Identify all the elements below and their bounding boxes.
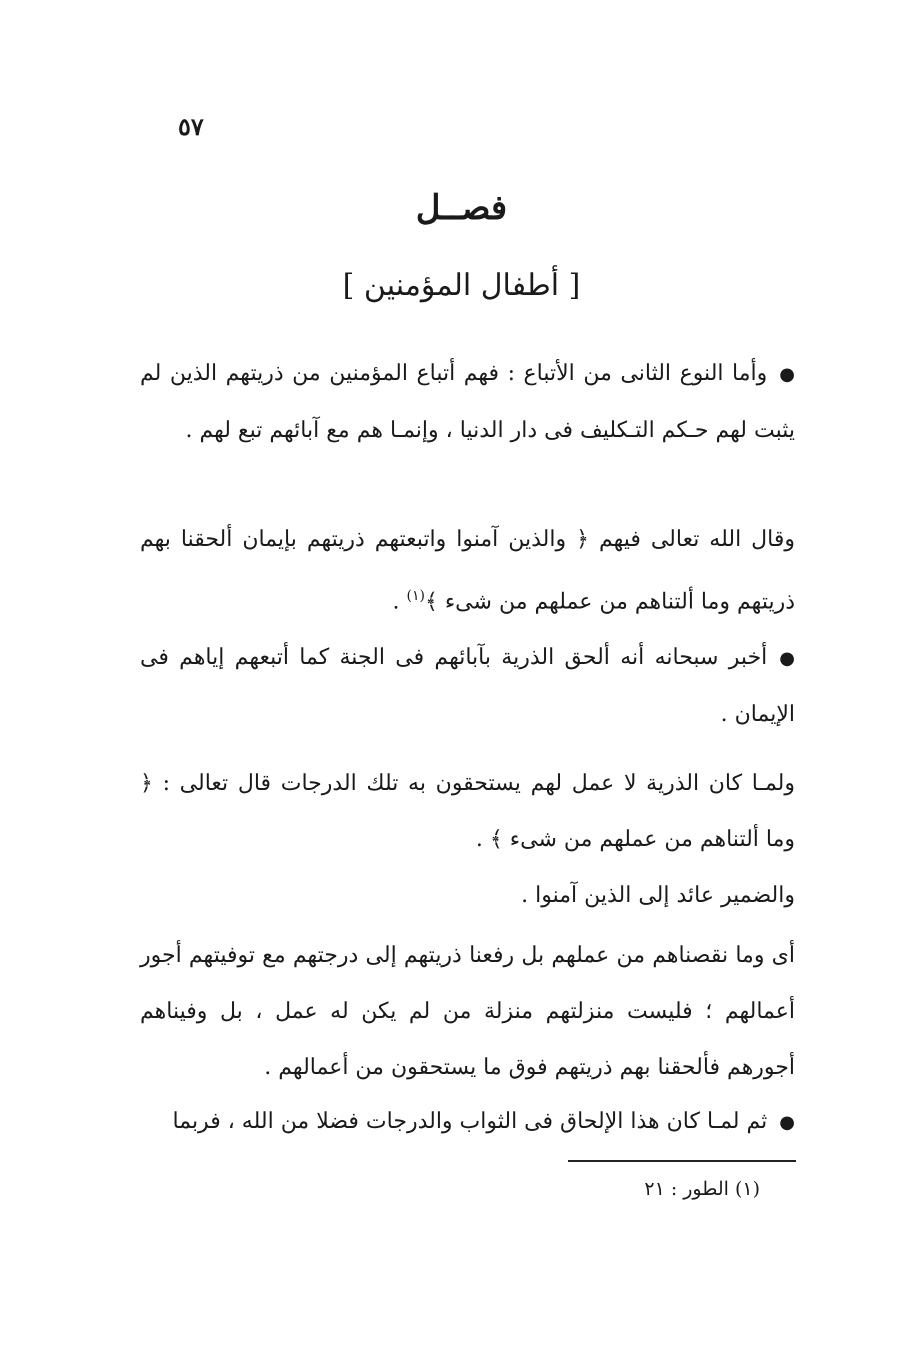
paragraph-5 bbox=[140, 868, 795, 924]
paragraph-1 bbox=[140, 346, 795, 459]
paragraph-text: وأما النوع الثانى من الأتباع : فهم أتباع المؤمنين من ذريتهم الذين لم يثبت لهم حـكم التـكليف فى دار الدنيا ، وإنمـا هم مع آبائهم تبع لهم . bbox=[140, 361, 795, 443]
section-subtitle: [ أطفال المؤمنين ] bbox=[342, 268, 581, 303]
footnote-divider bbox=[568, 1160, 796, 1162]
paragraph-6 bbox=[140, 928, 795, 1096]
paragraph-text: والضمير عائد إلى الذين آمنوا . bbox=[521, 883, 795, 908]
chapter-title: فصــل bbox=[415, 188, 508, 228]
footnote: (١) الطور : ٢١ bbox=[644, 1178, 760, 1200]
paragraph-text: ولمـا كان الذرية لا عمل لهم يستحقون به تلك الدرجات قال تعالى : ﴿ وما ألتناهم من عملهم من شىء ﴾ . bbox=[140, 771, 795, 852]
bullet-marker: ● bbox=[779, 648, 795, 669]
footnote-reference: (١) bbox=[406, 588, 425, 604]
paragraph-tail: . bbox=[392, 589, 407, 615]
paragraph-4 bbox=[140, 756, 795, 868]
paragraph-text: ثم لمـا كان هذا الإلحاق فى الثواب والدرجات فضلا من الله ، فربما bbox=[172, 1109, 768, 1134]
paragraph-2 bbox=[140, 512, 795, 630]
paragraph-3 bbox=[140, 630, 795, 743]
bullet-marker: ● bbox=[779, 364, 795, 385]
paragraph-text: أخبر سبحانه أنه ألحق الذرية بآبائهم فى الجنة كما أتبعهم إياهم فى الإيمان . bbox=[140, 645, 795, 727]
paragraph-text: أى وما نقصناهم من عملهم بل رفعنا ذريتهم إلى درجتهم مع توفيتهم أجور أعمالهم ؛ فليست منزلتهم منزلة من لم يكن له عمل ، بل وفيناهم أجورهم فألحقنا بهم ذريتهم فوق ما يستحقون من أعمالهم . bbox=[140, 943, 795, 1080]
paragraph-text: وقال الله تعالى فيهم ﴿ والذين آمنوا واتبعتهم ذريتهم بإيمان ألحقنا بهم ذريتهم وما ألتناهم من عملهم من شىء ﴾ bbox=[140, 527, 795, 615]
page-number: ٥٧ bbox=[178, 112, 204, 141]
paragraph-7 bbox=[140, 1094, 795, 1151]
bullet-marker: ● bbox=[779, 1112, 795, 1133]
